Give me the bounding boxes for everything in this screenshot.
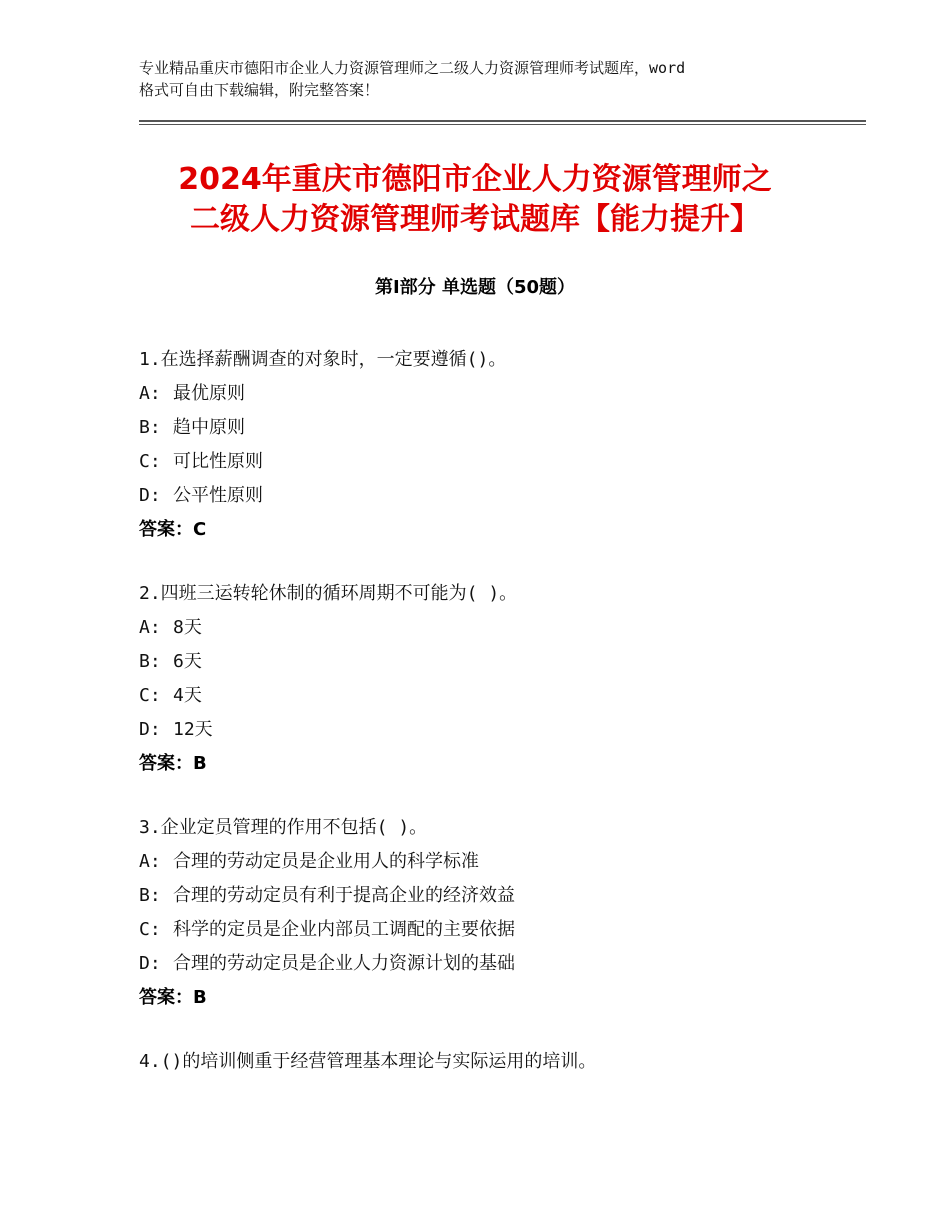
answer-line: 答案：B <box>139 753 207 774</box>
section-heading: 第Ⅰ部分 单选题（50题） <box>374 277 575 298</box>
option-text: 8天 <box>173 617 202 638</box>
question-3 <box>139 811 859 1015</box>
option-text: 公平性原则 <box>173 485 263 506</box>
option-text: 12天 <box>173 719 213 740</box>
option-letter: D: <box>139 953 161 974</box>
option-c <box>139 679 859 713</box>
option-text: 最优原则 <box>173 383 245 404</box>
option-text: 合理的劳动定员有利于提高企业的经济效益 <box>173 885 515 906</box>
option-d <box>139 713 859 747</box>
document-title <box>100 160 850 240</box>
option-text: 趋中原则 <box>173 417 245 438</box>
option-text: 合理的劳动定员是企业用人的科学标准 <box>173 851 479 872</box>
question-stem: 1.在选择薪酬调查的对象时，一定要遵循()。 <box>139 349 507 370</box>
option-letter: B: <box>139 651 161 672</box>
option-letter: A: <box>139 851 161 872</box>
option-text: 可比性原则 <box>173 451 263 472</box>
option-text: 4天 <box>173 685 202 706</box>
document-title-line-2: 二级人力资源管理师考试题库【能力提升】 <box>190 202 760 237</box>
option-letter: A: <box>139 617 161 638</box>
option-letter: B: <box>139 885 161 906</box>
option-letter: B: <box>139 417 161 438</box>
question-stem: 4.()的培训侧重于经营管理基本理论与实际运用的培训。 <box>139 1051 597 1072</box>
option-text: 科学的定员是企业内部员工调配的主要依据 <box>173 919 515 940</box>
option-b <box>139 879 859 913</box>
option-a <box>139 845 859 879</box>
option-d <box>139 479 859 513</box>
option-letter: C: <box>139 451 161 472</box>
document-title-line-1: 2024年重庆市德阳市企业人力资源管理师之 <box>178 162 772 197</box>
option-b <box>139 645 859 679</box>
answer-line: 答案：C <box>139 519 207 540</box>
option-letter: D: <box>139 485 161 506</box>
option-text: 6天 <box>173 651 202 672</box>
option-letter: C: <box>139 919 161 940</box>
option-letter: C: <box>139 685 161 706</box>
option-a <box>139 377 859 411</box>
header-note-line-2: 格式可自由下载编辑，附完整答案！ <box>139 81 380 99</box>
option-c <box>139 445 859 479</box>
question-2 <box>139 577 859 781</box>
question-stem: 2.四班三运转轮休制的循环周期不可能为( )。 <box>139 583 518 604</box>
question-stem: 3.企业定员管理的作用不包括( )。 <box>139 817 428 838</box>
option-letter: A: <box>139 383 161 404</box>
option-letter: D: <box>139 719 161 740</box>
question-4 <box>139 1045 859 1079</box>
header-note-line-1: 专业精品重庆市德阳市企业人力资源管理师之二级人力资源管理师考试题库，word <box>139 59 686 77</box>
header-note <box>139 57 829 101</box>
question-1 <box>139 343 859 547</box>
option-c <box>139 913 859 947</box>
header-divider-thick <box>139 120 866 122</box>
option-a <box>139 611 859 645</box>
option-b <box>139 411 859 445</box>
option-text: 合理的劳动定员是企业人力资源计划的基础 <box>173 953 515 974</box>
header-divider-thin <box>139 124 866 125</box>
option-d <box>139 947 859 981</box>
answer-line: 答案：B <box>139 987 207 1008</box>
question-list <box>139 343 859 1109</box>
